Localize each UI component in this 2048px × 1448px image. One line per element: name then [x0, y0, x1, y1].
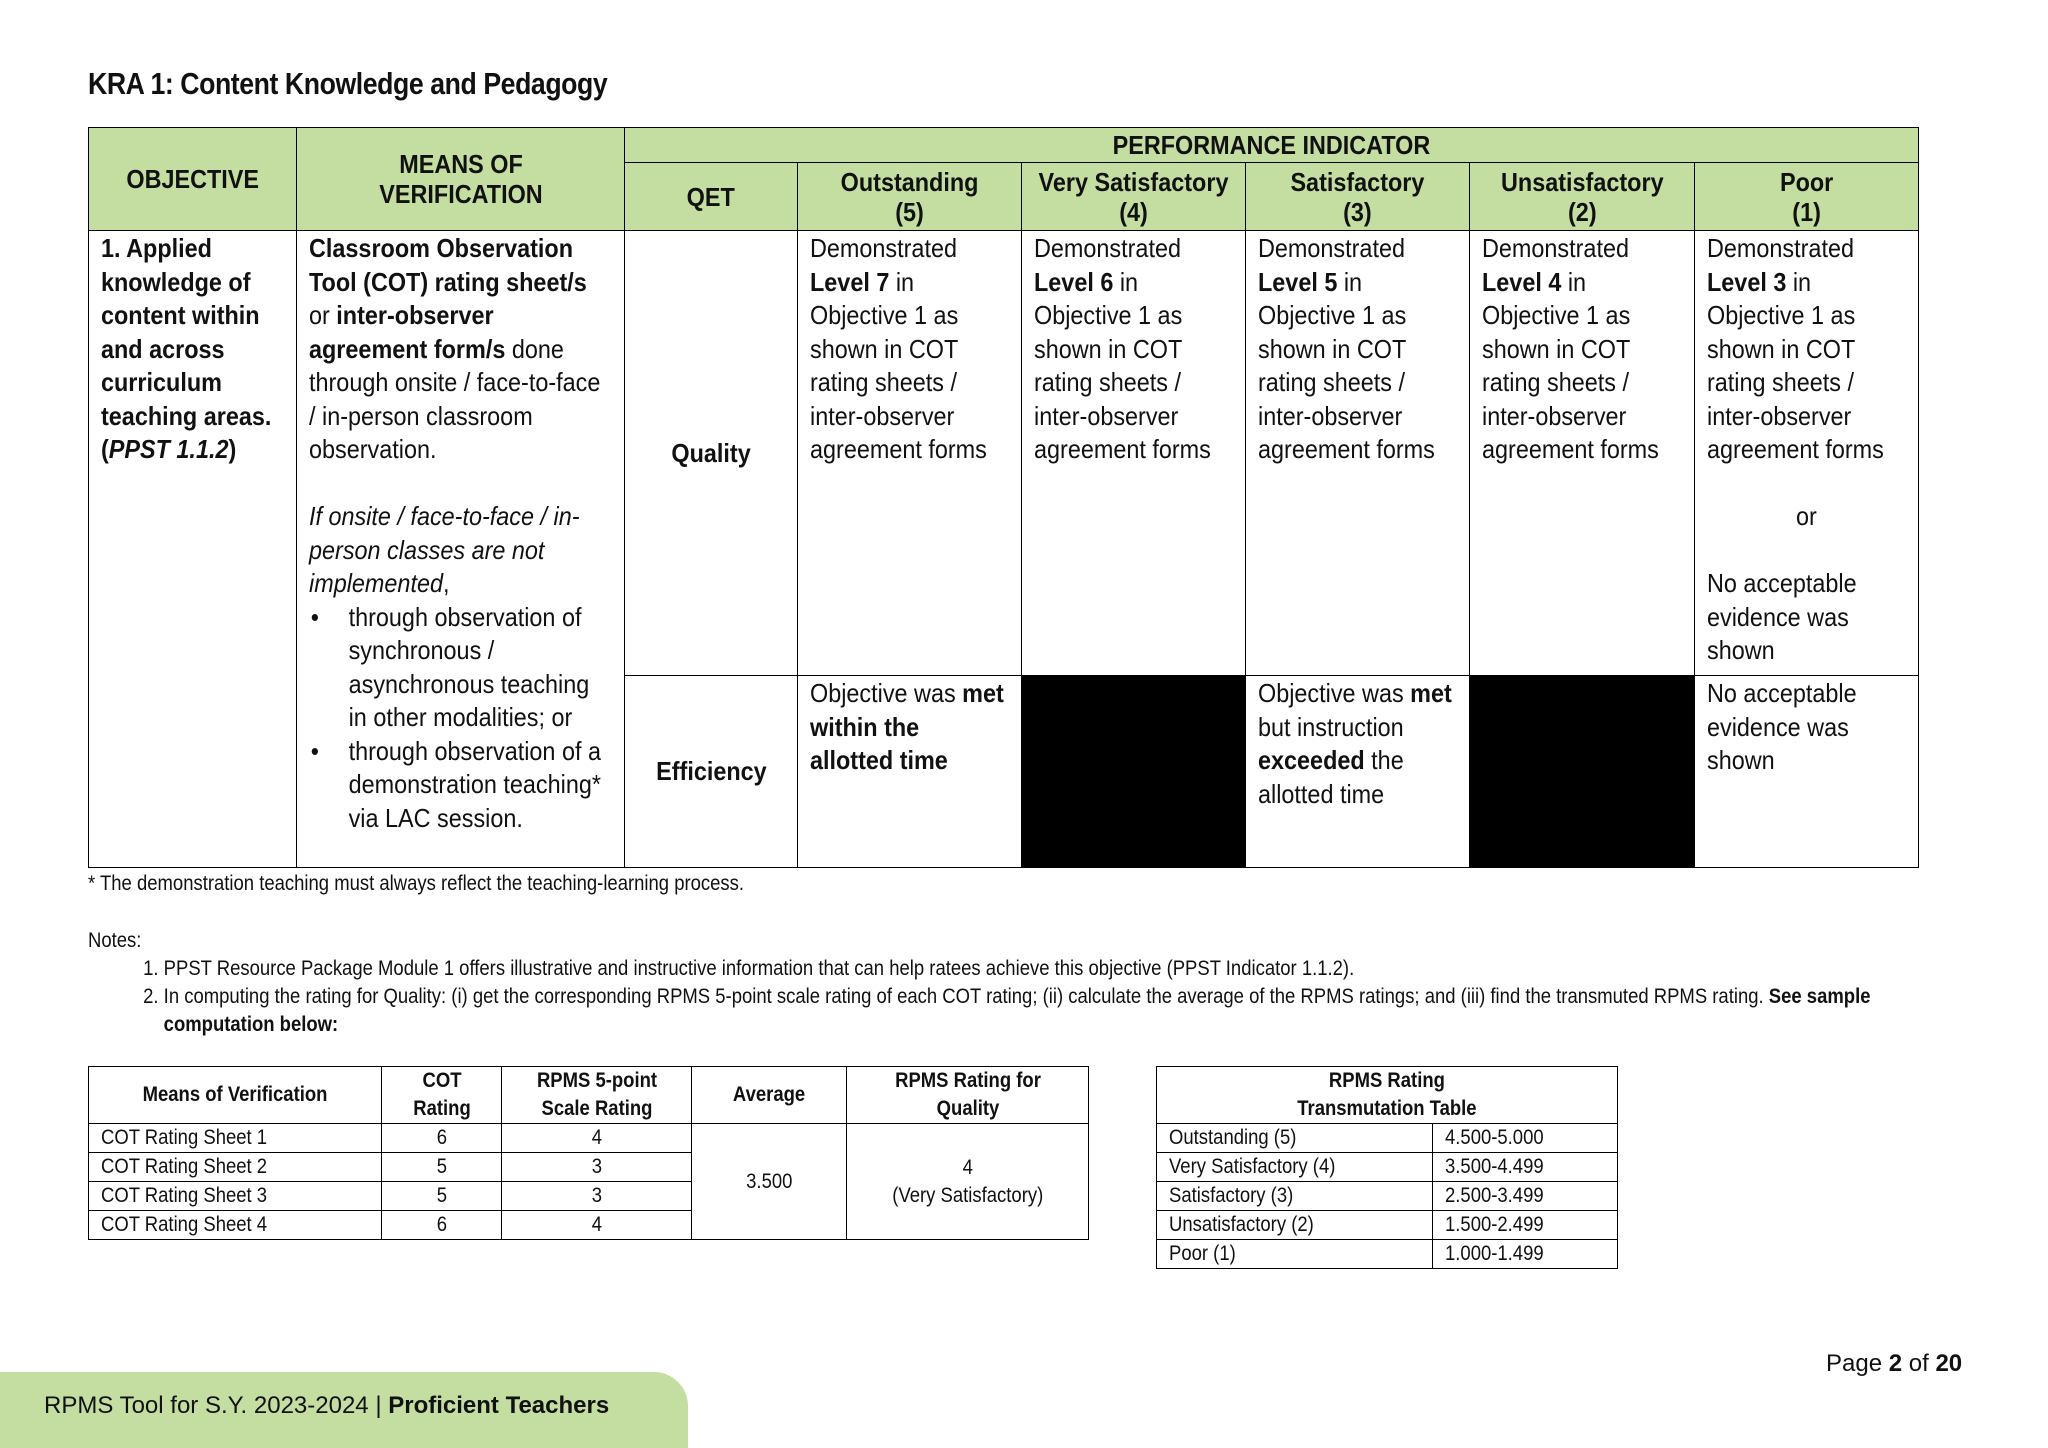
objective-cell: 1. Applied knowledge of content within and across curriculum teaching areas. (PPST 1.1.2): [89, 231, 297, 868]
note-item: 1. PPST Resource Package Module 1 offers illustrative and instructive information that can help ratees achieve this objective (PPST Indicator 1.1.2).: [164, 955, 1954, 983]
transmutation-table: [1156, 1066, 1618, 1269]
footnote: * The demonstration teaching must always reflect the teaching-learning process.: [88, 872, 745, 895]
sample-row: COT Rating Sheet 3 5 3: [89, 1182, 1089, 1211]
transmutation-row: Very Satisfactory (4) 3.500-4.499: [1157, 1153, 1618, 1182]
qet-efficiency: Efficiency: [625, 676, 798, 868]
sample-average: 3.500: [692, 1124, 847, 1240]
quality-outstanding: Demonstrated Level 7 in Objective 1 as shown in COT rating sheets / inter-observer agreement forms: [798, 231, 1022, 676]
header-qet: QET: [625, 163, 798, 231]
sample-header: Average: [692, 1067, 847, 1124]
transmutation-row: Outstanding (5) 4.500-5.000: [1157, 1124, 1618, 1153]
sample-header: RPMS Rating for Quality: [847, 1067, 1089, 1124]
efficiency-very-satisfactory-blocked: [1022, 676, 1246, 868]
header-level-very-satisfactory: Very Satisfactory (4): [1022, 163, 1246, 231]
transmutation-row: Poor (1) 1.000-1.499: [1157, 1240, 1618, 1269]
quality-poor: Demonstrated Level 3 in Objective 1 as shown in COT rating sheets / inter-observer agreement forms or No acceptable evidence was shown: [1695, 231, 1919, 676]
note-item: 2. In computing the rating for Quality: (i) get the corresponding RPMS 5-point scale rating of each COT rating; (ii) calculate the average of the RPMS ratings; and (iii) find the transmuted RPMS rating. See sample computation below:: [164, 983, 1954, 1039]
header-level-outstanding: Outstanding (5): [798, 163, 1022, 231]
sample-row: COT Rating Sheet 4 6 4: [89, 1211, 1089, 1240]
mov-bullet: • through observation of synchronous / asynchronous teaching in other modalities; or: [309, 601, 612, 735]
quality-very-satisfactory: Demonstrated Level 6 in Objective 1 as shown in COT rating sheets / inter-observer agreement forms: [1022, 231, 1246, 676]
page-number: Page 2 of 20: [1826, 1350, 1963, 1377]
sample-rpms-rating: 4 (Very Satisfactory): [847, 1124, 1089, 1240]
qet-quality: Quality: [625, 231, 798, 676]
sample-header: RPMS 5-point Scale Rating: [502, 1067, 692, 1124]
means-of-verification-cell: Classroom Observation Tool (COT) rating sheet/s or inter-observer agreement form/s done through onsite / face-to-face / in-person classroom observation. If onsite / face-to-face / in-person classes are not implemented, • through observation of synchronous / asynchronous teaching in other modalities; or • through observation of a demonstration teaching* via LAC session.: [297, 231, 625, 868]
sample-row: COT Rating Sheet 2 5 3: [89, 1153, 1089, 1182]
transmutation-row: Satisfactory (3) 2.500-3.499: [1157, 1182, 1618, 1211]
header-means-of-verification: MEANS OF VERIFICATION: [297, 128, 625, 231]
efficiency-poor: No acceptable evidence was shown: [1695, 676, 1919, 868]
notes: [88, 927, 1954, 1039]
efficiency-unsatisfactory-blocked: [1470, 676, 1695, 868]
sample-row: COT Rating Sheet 1 6 4 3.500 4 (Very Satisfactory): [89, 1124, 1089, 1153]
performance-rubric-table: [88, 127, 1919, 868]
mov-bullet: • through observation of a demonstration teaching* via LAC session.: [309, 735, 612, 836]
kra-title: KRA 1: Content Knowledge and Pedagogy: [88, 66, 608, 101]
sample-header: Means of Verification: [89, 1067, 382, 1124]
header-level-satisfactory: Satisfactory (3): [1246, 163, 1470, 231]
efficiency-satisfactory: Objective was met but instruction exceeded the allotted time: [1246, 676, 1470, 868]
efficiency-outstanding: Objective was met within the allotted time: [798, 676, 1022, 868]
transmutation-row: Unsatisfactory (2) 1.500-2.499: [1157, 1211, 1618, 1240]
notes-heading: Notes:: [88, 929, 142, 952]
header-objective: OBJECTIVE: [89, 128, 297, 231]
header-level-poor: Poor (1): [1695, 163, 1919, 231]
transmutation-title: RPMS Rating Transmutation Table: [1157, 1067, 1618, 1124]
quality-unsatisfactory: Demonstrated Level 4 in Objective 1 as shown in COT rating sheets / inter-observer agreement forms: [1470, 231, 1695, 676]
header-level-unsatisfactory: Unsatisfactory (2): [1470, 163, 1695, 231]
quality-satisfactory: Demonstrated Level 5 in Objective 1 as shown in COT rating sheets / inter-observer agreement forms: [1246, 231, 1470, 676]
sample-header: COT Rating: [382, 1067, 502, 1124]
sample-computation-table: [88, 1066, 1089, 1240]
footer-text: RPMS Tool for S.Y. 2023-2024 | Proficient Teachers: [44, 1392, 610, 1419]
header-performance-indicator: PERFORMANCE INDICATOR: [625, 128, 1919, 163]
